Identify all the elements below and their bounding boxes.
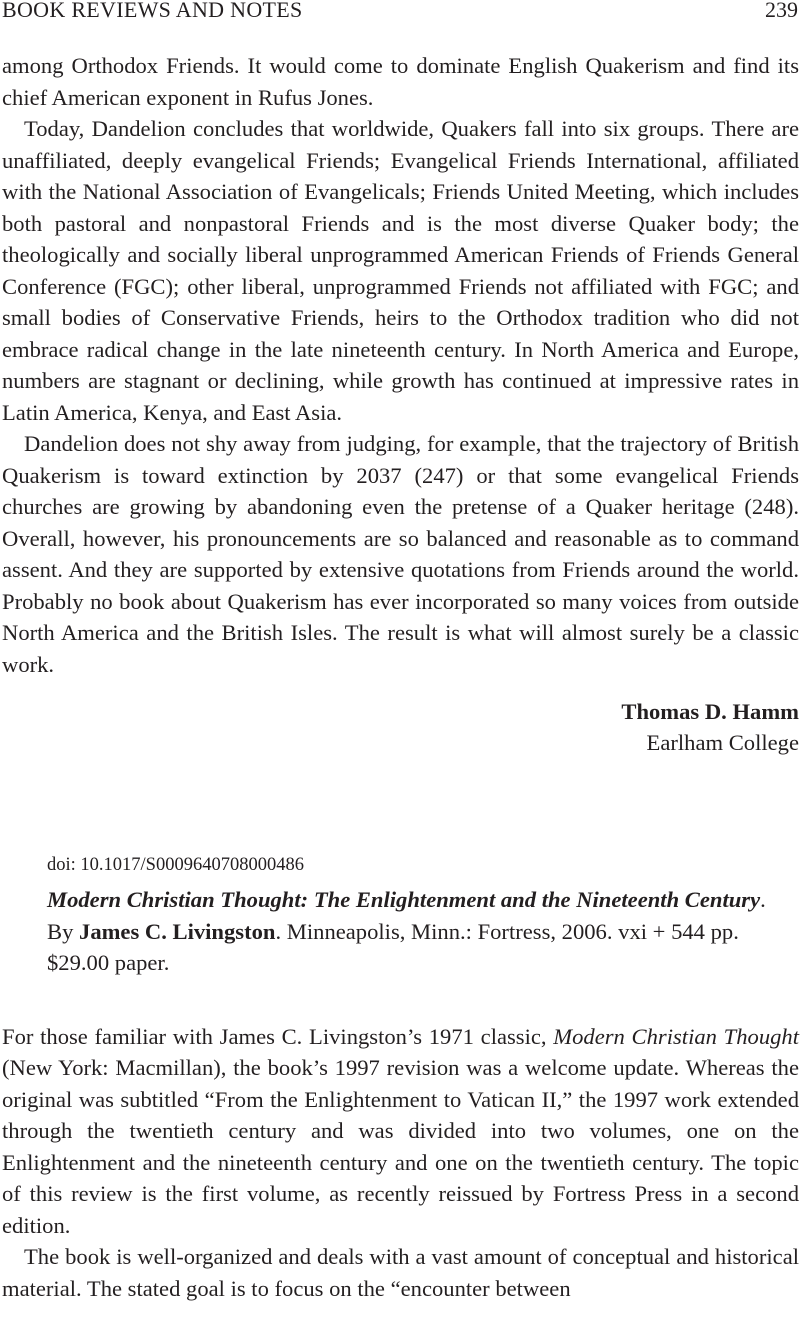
review-body <box>2 1021 799 1305</box>
reviewer-affiliation: Earlham College <box>646 730 799 755</box>
paragraph: Dandelion does not shy away from judging, for example, that the trajectory of British Quakerism is toward extinction by 2037 (247) or that some evangelical Friends churches are growing by abandoning even the pretense of a Quaker heritage (248). Overall, however, his pronouncements are so balanced and reasonable as to command assent. And they are supported by extensive quotations from Friends around the world. Probably no book about Quakerism has ever incorporated so many voices from outside North America and the British Isles. The result is what will almost surely be a classic work. <box>2 431 799 677</box>
book-citation <box>2 854 767 979</box>
doi-link[interactable]: doi: 10.1017/S0009640708000486 <box>47 855 304 875</box>
book-author: James C. Livingston <box>79 918 276 944</box>
paragraph: The book is well-organized and deals with a vast amount of conceptual and historical material. The stated goal is to focus on the “encounter between <box>2 1244 799 1301</box>
italic-title: Modern Christian Thought <box>553 1023 799 1049</box>
paragraph: among Orthodox Friends. It would come to dominate English Quakerism and find its chief American exponent in Rufus Jones. <box>2 53 799 110</box>
running-head-title: BOOK REVIEWS AND NOTES <box>2 0 303 22</box>
page-number: 239 <box>765 0 798 22</box>
text-run: For those familiar with James C. Livingston’s 1971 classic, <box>2 1023 554 1049</box>
paragraph: Today, Dandelion concludes that worldwide, Quakers fall into six groups. There are unaffiliated, deeply evangelical Friends; Evangelical Friends International, affiliated with the National Association of Evangelicals; Friends United Meeting, which includes both pastoral and nonpastoral Friends and is the most diverse Quaker body; the theologically and socially liberal unprogrammed American Friends of Friends General Conference (FGC); other liberal, unprogrammed Friends not affiliated with FGC; and small bodies of Conservative Friends, heirs to the Orthodox tradition who did not embrace radical change in the late nineteenth century. In North America and Europe, numbers are stagnant or declining, while growth has continued at impressive rates in Latin America, Kenya, and East Asia. <box>2 116 799 425</box>
book-title: Modern Christian Thought: The Enlightenment and the Nineteenth Century <box>47 887 761 912</box>
review-continuation <box>2 50 799 680</box>
by-label: . By <box>47 887 766 944</box>
publication-details: . Minneapolis, Minn.: Fortress, 2006. vxi + 544 pp. $29.00 paper. <box>47 918 739 975</box>
bibliographic-entry <box>47 884 767 979</box>
reviewer-name: Thomas D. Hamm <box>621 699 799 724</box>
text-run: (New York: Macmillan), the book’s 1997 revision was a welcome update. Whereas the original was subtitled “From the Enlightenment to Vatican II,” the 1997 work extended through the twentieth century and was divided into two volumes, one on the Enlightenment and the nineteenth century and one on the twentieth century. The topic of this review is the first volume, as recently reissued by Fortress Press in a second edition. <box>2 1055 799 1238</box>
paragraph <box>2 1021 799 1242</box>
running-head <box>2 0 800 24</box>
reviewer-signature <box>2 696 799 758</box>
